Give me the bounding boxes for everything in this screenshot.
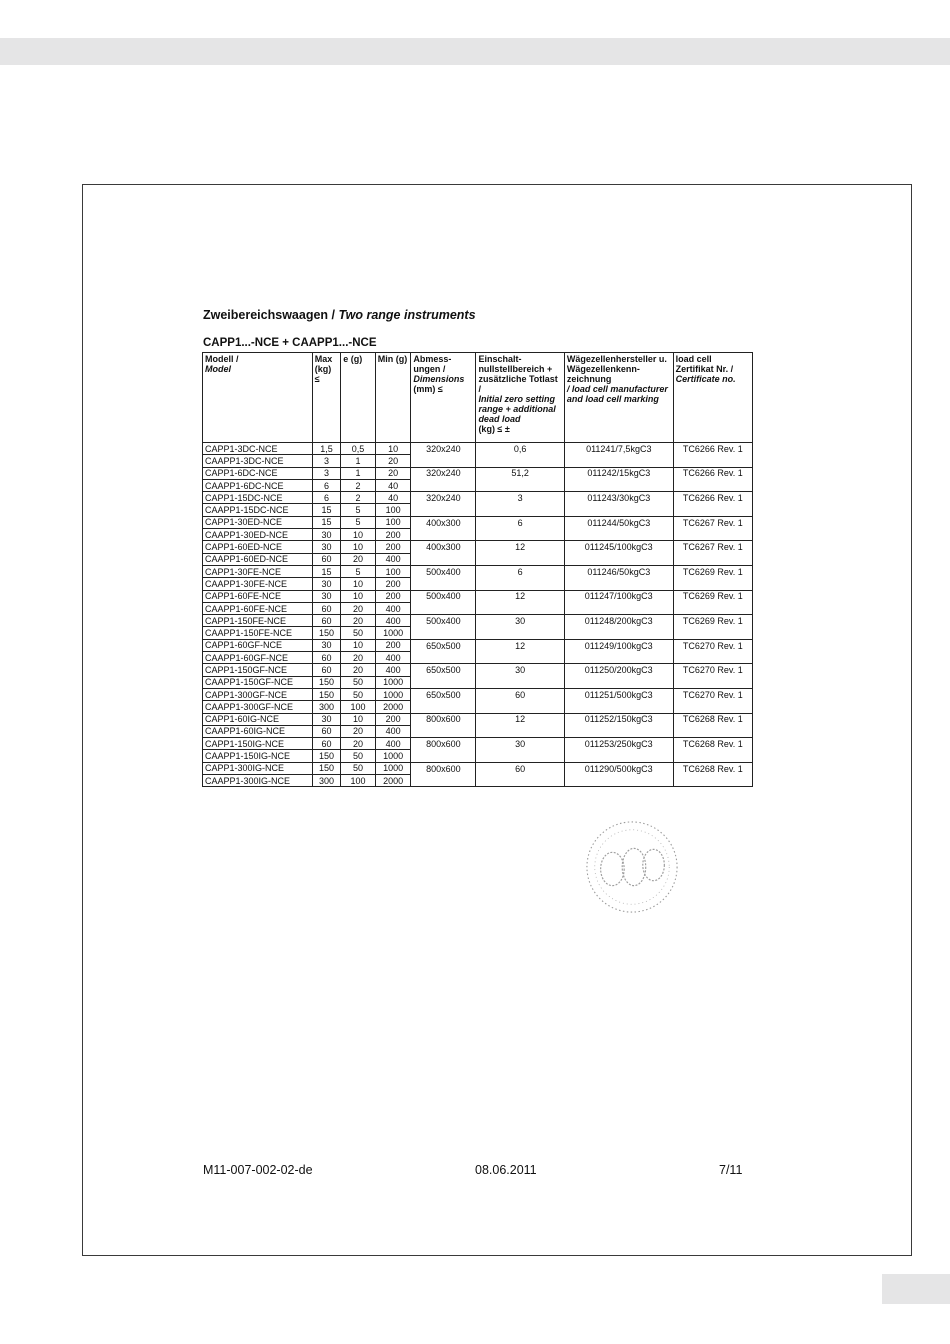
- max-cell: 15: [312, 565, 340, 577]
- load-cell-marking-cell: [564, 504, 673, 516]
- zero-range-cell: [476, 553, 564, 565]
- zero-range-cell: [476, 676, 564, 688]
- e-cell: 5: [341, 565, 376, 577]
- dimensions-cell: 650x500: [411, 639, 476, 651]
- e-cell: 0,5: [341, 443, 376, 455]
- min-cell: 200: [375, 578, 411, 590]
- load-cell-marking-cell: [564, 602, 673, 614]
- certificate-cell: [673, 602, 752, 614]
- min-cell: 1000: [375, 688, 411, 700]
- certificate-cell: [673, 627, 752, 639]
- max-cell: 3: [312, 467, 340, 479]
- min-cell: 200: [375, 713, 411, 725]
- dimensions-cell: 400x300: [411, 516, 476, 528]
- column-header-german: Wägezellenhersteller u. Wägezellenkenn-zeichnung: [566, 354, 667, 384]
- max-cell: 30: [312, 639, 340, 651]
- model-cell: CAAPP1-150FE-NCE: [203, 627, 313, 639]
- zero-range-cell: [476, 725, 564, 737]
- load-cell-marking-cell: 011245/100kgC3: [564, 541, 673, 553]
- min-cell: 100: [375, 565, 411, 577]
- e-cell: 20: [341, 725, 376, 737]
- model-cell: CAAPP1-30FE-NCE: [203, 578, 313, 590]
- table-row: [203, 664, 753, 676]
- column-header-german: load cell Zertifikat Nr. /: [675, 354, 734, 374]
- max-cell: 300: [312, 701, 340, 713]
- certificate-cell: [673, 504, 752, 516]
- dimensions-cell: [411, 775, 476, 787]
- certificate-cell: TC6266 Rev. 1: [673, 492, 752, 504]
- e-cell: 2: [341, 479, 376, 491]
- min-cell: 200: [375, 529, 411, 541]
- max-cell: 15: [312, 504, 340, 516]
- load-cell-marking-cell: 011249/100kgC3: [564, 639, 673, 651]
- max-cell: 30: [312, 590, 340, 602]
- e-cell: 20: [341, 553, 376, 565]
- e-cell: 20: [341, 738, 376, 750]
- min-cell: 10: [375, 443, 411, 455]
- load-cell-marking-cell: 011253/250kgC3: [564, 738, 673, 750]
- model-cell: CAAPP1-60ED-NCE: [203, 553, 313, 565]
- zero-range-cell: 0,6: [476, 443, 564, 455]
- table-row: [203, 688, 753, 700]
- e-cell: 20: [341, 615, 376, 627]
- max-cell: 60: [312, 615, 340, 627]
- certificate-cell: TC6270 Rev. 1: [673, 664, 752, 676]
- table-body: [203, 443, 753, 787]
- certificate-cell: [673, 676, 752, 688]
- min-cell: 400: [375, 725, 411, 737]
- table-row: [203, 627, 753, 639]
- heading-german: Zweibereichswaagen /: [203, 308, 339, 322]
- min-cell: 100: [375, 516, 411, 528]
- table-row: [203, 479, 753, 491]
- max-cell: 3: [312, 455, 340, 467]
- min-cell: 20: [375, 467, 411, 479]
- dimensions-cell: [411, 701, 476, 713]
- certificate-cell: [673, 701, 752, 713]
- table-row: [203, 565, 753, 577]
- table-header-row: [203, 353, 753, 443]
- dimensions-cell: [411, 479, 476, 491]
- table-row: [203, 615, 753, 627]
- model-cell: CAAPP1-150GF-NCE: [203, 676, 313, 688]
- table-row: [203, 639, 753, 651]
- load-cell-marking-cell: 011251/500kgC3: [564, 688, 673, 700]
- certificate-cell: [673, 578, 752, 590]
- max-cell: 60: [312, 652, 340, 664]
- e-cell: 10: [341, 639, 376, 651]
- column-header-unit: (mm) ≤: [413, 384, 443, 394]
- zero-range-cell: 30: [476, 738, 564, 750]
- dimensions-cell: 320x240: [411, 467, 476, 479]
- certificate-cell: [673, 479, 752, 491]
- dimensions-cell: [411, 750, 476, 762]
- min-cell: 400: [375, 553, 411, 565]
- max-cell: 60: [312, 553, 340, 565]
- column-header: [673, 353, 752, 443]
- load-cell-marking-cell: 011246/50kgC3: [564, 565, 673, 577]
- load-cell-marking-cell: [564, 578, 673, 590]
- certificate-cell: TC6267 Rev. 1: [673, 541, 752, 553]
- stamp-seal: [583, 818, 681, 916]
- model-cell: CAPP1-6DC-NCE: [203, 467, 313, 479]
- column-header: [411, 353, 476, 443]
- e-cell: 1: [341, 455, 376, 467]
- certificate-cell: TC6268 Rev. 1: [673, 762, 752, 774]
- model-cell: CAPP1-150GF-NCE: [203, 664, 313, 676]
- model-cell: CAPP1-60FE-NCE: [203, 590, 313, 602]
- model-cell: CAAPP1-300IG-NCE: [203, 775, 313, 787]
- min-cell: 400: [375, 652, 411, 664]
- dimensions-cell: [411, 578, 476, 590]
- max-cell: 30: [312, 529, 340, 541]
- footer-page-number: 7/11: [719, 1163, 743, 1177]
- load-cell-marking-cell: 011243/30kgC3: [564, 492, 673, 504]
- e-cell: 50: [341, 688, 376, 700]
- dimensions-cell: 800x600: [411, 762, 476, 774]
- page-corner-tab: [882, 1274, 950, 1304]
- column-header-german: Max (kg) ≤: [314, 354, 333, 384]
- dimensions-cell: 320x240: [411, 443, 476, 455]
- zero-range-cell: [476, 750, 564, 762]
- model-cell: CAAPP1-15DC-NCE: [203, 504, 313, 516]
- table-row: [203, 516, 753, 528]
- load-cell-marking-cell: 011252/150kgC3: [564, 713, 673, 725]
- dimensions-cell: [411, 553, 476, 565]
- column-header-german: Abmess-ungen /: [413, 354, 452, 374]
- e-cell: 2: [341, 492, 376, 504]
- column-header-english: Initial zero setting range + additional dead load: [478, 394, 556, 424]
- max-cell: 60: [312, 602, 340, 614]
- e-cell: 50: [341, 676, 376, 688]
- max-cell: 150: [312, 762, 340, 774]
- top-header-band: [0, 38, 950, 65]
- table-row: [203, 602, 753, 614]
- certificate-cell: [673, 529, 752, 541]
- column-header: [564, 353, 673, 443]
- zero-range-cell: 30: [476, 615, 564, 627]
- dimensions-cell: 500x400: [411, 590, 476, 602]
- zero-range-cell: 6: [476, 565, 564, 577]
- zero-range-cell: 12: [476, 639, 564, 651]
- certificate-cell: TC6270 Rev. 1: [673, 639, 752, 651]
- e-cell: 100: [341, 775, 376, 787]
- dimensions-cell: 500x400: [411, 615, 476, 627]
- certificate-cell: TC6268 Rev. 1: [673, 738, 752, 750]
- dimensions-cell: [411, 725, 476, 737]
- e-cell: 50: [341, 762, 376, 774]
- certificate-cell: TC6269 Rev. 1: [673, 590, 752, 602]
- certificate-cell: TC6270 Rev. 1: [673, 688, 752, 700]
- table-row: [203, 553, 753, 565]
- e-cell: 10: [341, 578, 376, 590]
- model-cell: CAPP1-60ED-NCE: [203, 541, 313, 553]
- column-header: [341, 353, 376, 443]
- zero-range-cell: [476, 652, 564, 664]
- model-series-subheading: CAPP1...-NCE + CAAPP1...-NCE: [203, 337, 377, 349]
- table-row: [203, 762, 753, 774]
- min-cell: 1000: [375, 627, 411, 639]
- dimensions-cell: [411, 652, 476, 664]
- model-cell: CAPP1-300GF-NCE: [203, 688, 313, 700]
- min-cell: 2000: [375, 775, 411, 787]
- e-cell: 20: [341, 602, 376, 614]
- table-row: [203, 676, 753, 688]
- column-header-german: Einschalt-nullstellbereich + zusätzliche Totlast /: [478, 354, 558, 394]
- max-cell: 60: [312, 664, 340, 676]
- load-cell-marking-cell: 011290/500kgC3: [564, 762, 673, 774]
- certificate-cell: TC6269 Rev. 1: [673, 565, 752, 577]
- model-cell: CAAPP1-60GF-NCE: [203, 652, 313, 664]
- dimensions-cell: [411, 676, 476, 688]
- zero-range-cell: [476, 701, 564, 713]
- dimensions-cell: [411, 529, 476, 541]
- load-cell-marking-cell: [564, 775, 673, 787]
- certificate-cell: [673, 455, 752, 467]
- column-header-german: Min (g): [377, 354, 408, 364]
- load-cell-marking-cell: 011242/15kgC3: [564, 467, 673, 479]
- max-cell: 300: [312, 775, 340, 787]
- dimensions-cell: 800x600: [411, 738, 476, 750]
- column-header-english: Certificate no.: [675, 374, 736, 384]
- model-cell: CAPP1-60IG-NCE: [203, 713, 313, 725]
- certificate-cell: TC6268 Rev. 1: [673, 713, 752, 725]
- max-cell: 60: [312, 725, 340, 737]
- e-cell: 10: [341, 529, 376, 541]
- max-cell: 6: [312, 479, 340, 491]
- zero-range-cell: [476, 529, 564, 541]
- model-cell: CAAPP1-150IG-NCE: [203, 750, 313, 762]
- certificate-cell: [673, 775, 752, 787]
- zero-range-cell: [476, 602, 564, 614]
- load-cell-marking-cell: [564, 529, 673, 541]
- e-cell: 20: [341, 652, 376, 664]
- load-cell-marking-cell: [564, 676, 673, 688]
- dimensions-cell: 320x240: [411, 492, 476, 504]
- min-cell: 400: [375, 602, 411, 614]
- zero-range-cell: 12: [476, 590, 564, 602]
- min-cell: 2000: [375, 701, 411, 713]
- e-cell: 1: [341, 467, 376, 479]
- model-cell: CAPP1-3DC-NCE: [203, 443, 313, 455]
- zero-range-cell: [476, 775, 564, 787]
- zero-range-cell: 12: [476, 713, 564, 725]
- table-row: [203, 492, 753, 504]
- load-cell-marking-cell: [564, 652, 673, 664]
- load-cell-marking-cell: [564, 479, 673, 491]
- dimensions-cell: 500x400: [411, 565, 476, 577]
- table-row: [203, 529, 753, 541]
- table-row: [203, 467, 753, 479]
- dimensions-cell: 650x500: [411, 688, 476, 700]
- zero-range-cell: 12: [476, 541, 564, 553]
- model-cell: CAPP1-60GF-NCE: [203, 639, 313, 651]
- max-cell: 150: [312, 676, 340, 688]
- dimensions-cell: 800x600: [411, 713, 476, 725]
- e-cell: 20: [341, 664, 376, 676]
- max-cell: 30: [312, 713, 340, 725]
- e-cell: 100: [341, 701, 376, 713]
- footer-document-id: M11-007-002-02-de: [203, 1163, 313, 1177]
- zero-range-cell: [476, 479, 564, 491]
- zero-range-cell: 3: [476, 492, 564, 504]
- load-cell-marking-cell: 011241/7,5kgC3: [564, 443, 673, 455]
- min-cell: 400: [375, 615, 411, 627]
- table-row: [203, 701, 753, 713]
- zero-range-cell: 6: [476, 516, 564, 528]
- dimensions-cell: [411, 602, 476, 614]
- e-cell: 5: [341, 516, 376, 528]
- zero-range-cell: 30: [476, 664, 564, 676]
- column-header: [375, 353, 411, 443]
- zero-range-cell: [476, 504, 564, 516]
- max-cell: 150: [312, 688, 340, 700]
- zero-range-cell: 60: [476, 688, 564, 700]
- certificate-cell: TC6267 Rev. 1: [673, 516, 752, 528]
- model-cell: CAPP1-300IG-NCE: [203, 762, 313, 774]
- column-header: [203, 353, 313, 443]
- model-cell: CAAPP1-60IG-NCE: [203, 725, 313, 737]
- column-header-unit: (kg) ≤ ±: [478, 424, 510, 434]
- model-cell: CAAPP1-6DC-NCE: [203, 479, 313, 491]
- min-cell: 40: [375, 492, 411, 504]
- table-row: [203, 504, 753, 516]
- column-header-english: Model: [205, 364, 231, 374]
- table-row: [203, 725, 753, 737]
- e-cell: 10: [341, 590, 376, 602]
- load-cell-marking-cell: [564, 725, 673, 737]
- certificate-cell: TC6269 Rev. 1: [673, 615, 752, 627]
- model-cell: CAAPP1-3DC-NCE: [203, 455, 313, 467]
- min-cell: 20: [375, 455, 411, 467]
- dimensions-cell: 400x300: [411, 541, 476, 553]
- certificate-cell: TC6266 Rev. 1: [673, 467, 752, 479]
- certificate-cell: TC6266 Rev. 1: [673, 443, 752, 455]
- dimensions-cell: [411, 627, 476, 639]
- max-cell: 6: [312, 492, 340, 504]
- dimensions-cell: [411, 455, 476, 467]
- table-row: [203, 578, 753, 590]
- certificate-cell: [673, 553, 752, 565]
- e-cell: 50: [341, 750, 376, 762]
- min-cell: 200: [375, 590, 411, 602]
- table-row: [203, 750, 753, 762]
- certificate-cell: [673, 750, 752, 762]
- model-cell: CAPP1-150FE-NCE: [203, 615, 313, 627]
- column-header-german: Modell /: [205, 354, 239, 364]
- model-cell: CAPP1-30FE-NCE: [203, 565, 313, 577]
- zero-range-cell: [476, 578, 564, 590]
- zero-range-cell: 60: [476, 762, 564, 774]
- dimensions-cell: 650x500: [411, 664, 476, 676]
- max-cell: 1,5: [312, 443, 340, 455]
- zero-range-cell: [476, 455, 564, 467]
- e-cell: 10: [341, 541, 376, 553]
- min-cell: 200: [375, 639, 411, 651]
- load-cell-marking-cell: 011248/200kgC3: [564, 615, 673, 627]
- table-row: [203, 443, 753, 455]
- model-cell: CAPP1-150IG-NCE: [203, 738, 313, 750]
- load-cell-marking-cell: [564, 701, 673, 713]
- e-cell: 5: [341, 504, 376, 516]
- min-cell: 100: [375, 504, 411, 516]
- footer-date: 08.06.2011: [475, 1163, 537, 1177]
- certificate-cell: [673, 652, 752, 664]
- dimensions-cell: [411, 504, 476, 516]
- column-header-german: e (g): [343, 354, 363, 364]
- min-cell: 1000: [375, 750, 411, 762]
- load-cell-marking-cell: [564, 750, 673, 762]
- column-header-english: / load cell manufacturer and load cell marking: [566, 384, 668, 404]
- load-cell-marking-cell: [564, 553, 673, 565]
- load-cell-marking-cell: [564, 455, 673, 467]
- column-header-english: Dimensions: [413, 374, 465, 384]
- table-row: [203, 775, 753, 787]
- model-cell: CAAPP1-300GF-NCE: [203, 701, 313, 713]
- max-cell: 30: [312, 578, 340, 590]
- model-cell: CAPP1-30ED-NCE: [203, 516, 313, 528]
- section-heading: [203, 308, 476, 322]
- load-cell-marking-cell: 011244/50kgC3: [564, 516, 673, 528]
- certificate-cell: [673, 725, 752, 737]
- model-cell: CAAPP1-30ED-NCE: [203, 529, 313, 541]
- column-header: [476, 353, 564, 443]
- min-cell: 400: [375, 664, 411, 676]
- table-row: [203, 713, 753, 725]
- load-cell-marking-cell: [564, 627, 673, 639]
- min-cell: 40: [375, 479, 411, 491]
- model-cell: CAAPP1-60FE-NCE: [203, 602, 313, 614]
- e-cell: 10: [341, 713, 376, 725]
- max-cell: 60: [312, 738, 340, 750]
- table-row: [203, 590, 753, 602]
- load-cell-marking-cell: 011247/100kgC3: [564, 590, 673, 602]
- min-cell: 1000: [375, 762, 411, 774]
- zero-range-cell: [476, 627, 564, 639]
- table-row: [203, 455, 753, 467]
- load-cell-marking-cell: 011250/200kgC3: [564, 664, 673, 676]
- model-cell: CAPP1-15DC-NCE: [203, 492, 313, 504]
- min-cell: 200: [375, 541, 411, 553]
- max-cell: 30: [312, 541, 340, 553]
- two-range-instruments-table: [202, 352, 753, 787]
- min-cell: 400: [375, 738, 411, 750]
- min-cell: 1000: [375, 676, 411, 688]
- table-row: [203, 541, 753, 553]
- zero-range-cell: 51,2: [476, 467, 564, 479]
- e-cell: 50: [341, 627, 376, 639]
- table-row: [203, 738, 753, 750]
- heading-english: Two range instruments: [338, 308, 476, 322]
- max-cell: 150: [312, 750, 340, 762]
- column-header: [312, 353, 340, 443]
- max-cell: 15: [312, 516, 340, 528]
- max-cell: 150: [312, 627, 340, 639]
- table-row: [203, 652, 753, 664]
